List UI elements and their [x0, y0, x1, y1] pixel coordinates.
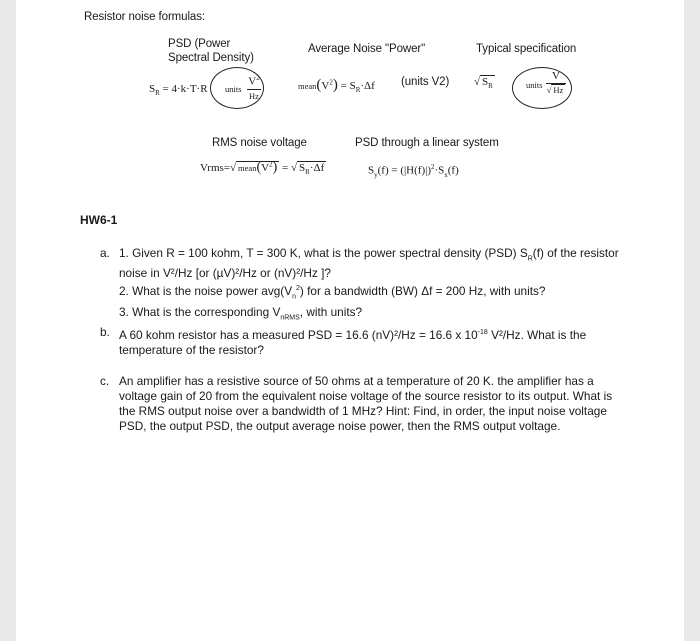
psd-units-fraction [247, 72, 261, 103]
typ-sqrt-s: S [482, 76, 489, 88]
avg-mean: mean [298, 81, 317, 91]
rms-s: S [299, 162, 306, 174]
b-line1b: V²/Hz. What is the [487, 327, 587, 342]
typ-units-num: V [546, 70, 566, 84]
linear-system-formula [368, 163, 459, 179]
b-line1-sup: -18 [477, 329, 488, 336]
lin-s-sub: x [444, 170, 448, 179]
a-line4-sub: nRMS [280, 314, 300, 321]
a-line3-sup: 2 [296, 285, 300, 293]
lin-lhs: S [368, 164, 375, 177]
psd-label [168, 37, 254, 65]
lin-lhs-sub: y [374, 170, 378, 179]
avg-noise-label: Average Noise "Power" [308, 43, 426, 55]
lin-tail: (f) [447, 164, 459, 177]
section-title: Resistor noise formulas: [84, 11, 205, 23]
rms-lhs: Vrms= [200, 162, 230, 174]
part-c-text [119, 374, 664, 434]
avg-rhs-sub: R [355, 86, 361, 95]
psd-units-num: V [248, 75, 257, 88]
lin-sup: 2 [430, 163, 435, 171]
b-line1a: A 60 kohm resistor has a measured PSD = 16.6 (nV)²/Hz = 16.6 x 10 [119, 327, 478, 342]
avg-v-sup: 2 [329, 78, 333, 87]
rms-df: ·Δf [309, 162, 325, 174]
avg-rhs-tail: ·Δf [360, 80, 375, 92]
typ-sqrt-sub: R [488, 82, 493, 91]
a-line3-sub: n [292, 293, 297, 301]
a-line1-tail: (f) of the resistor [532, 246, 619, 260]
document-page [16, 0, 684, 641]
avg-v: V [321, 80, 330, 92]
rms-mean: mean [238, 163, 257, 173]
typ-units-word: units [526, 80, 543, 90]
lin-f: (f) = (|H(f)|) [377, 164, 431, 177]
avg-units: (units V2) [401, 76, 450, 88]
avg-rhs: = S [340, 80, 356, 92]
psd-units-word: units [225, 84, 242, 94]
rms-eq: = [282, 162, 289, 174]
a-line2: noise in V²/Hz [or (µV)²/Hz or (nV)²/Hz ]? [119, 266, 331, 281]
rms-label: RMS noise voltage [212, 137, 307, 149]
c-line2: voltage gain of 20 from the equivalent noise voltage of the source resistor to its output. What is [119, 389, 613, 403]
a-line3b: ) for a bandwidth (BW) Δf = 200 Hz, with units? [299, 284, 546, 299]
part-a-letter: a. [100, 246, 110, 260]
a-line1: 1. Given R = 100 kohm, T = 300 K, what is the power spectral density (PSD) S [119, 246, 528, 260]
part-a-text [119, 246, 659, 325]
psd-formula [149, 83, 208, 97]
linear-system-label: PSD through a linear system [355, 137, 499, 149]
part-b-letter: b. [100, 325, 110, 339]
c-line3: the RMS output noise over a bandwidth of 1 MHz? Hint: Find, in order, the input noise voltage [119, 404, 607, 418]
avg-formula: $mean(V^2) = S_R\cdot\Delta f$ [298, 77, 375, 95]
psd-rhs: = 4·k·T·R [162, 83, 208, 95]
rms-formula: Vrms=√ $mean(V^2)$ = √ $S_R\cdot\Delta f$ [200, 160, 325, 177]
c-line1: An amplifier has a resistive source of 50 ohms at a temperature of 20 K. the amplifier has a [119, 374, 594, 388]
a-line4b: , with units? [299, 304, 363, 319]
psd-units-den: Hz [249, 90, 259, 101]
typ-sqrt: √ $S_R$ [474, 76, 493, 91]
hw-title: HW6-1 [80, 213, 118, 227]
typ-units-fraction: V √ Hz [546, 70, 566, 97]
part-c-letter: c. [100, 374, 110, 388]
rms-s-sub: R [305, 168, 310, 177]
psd-lhs-sub: R [155, 89, 160, 98]
psd-label-line2: Spectral Density) [168, 52, 254, 64]
b-line2: temperature of the resistor? [119, 342, 264, 357]
a-line3a: 2. What is the noise power avg(V [119, 284, 293, 299]
rms-v-sup: 2 [269, 160, 273, 169]
rms-v: V [261, 162, 270, 174]
psd-label-line1: PSD (Power [168, 38, 231, 50]
c-line4: PSD, the output PSD, the output average noise power, then the RMS output voltage. [119, 419, 561, 433]
part-b-text [119, 325, 659, 358]
a-line4a: 3. What is the corresponding V [119, 304, 281, 319]
typ-units-den: Hz [553, 85, 564, 95]
lin-s: ·S [434, 164, 445, 177]
psd-lhs: S [149, 83, 156, 95]
a-line1-sub: R [527, 255, 533, 263]
psd-units-num-sup: 2 [256, 74, 260, 82]
typical-spec-label: Typical specification [476, 43, 577, 55]
